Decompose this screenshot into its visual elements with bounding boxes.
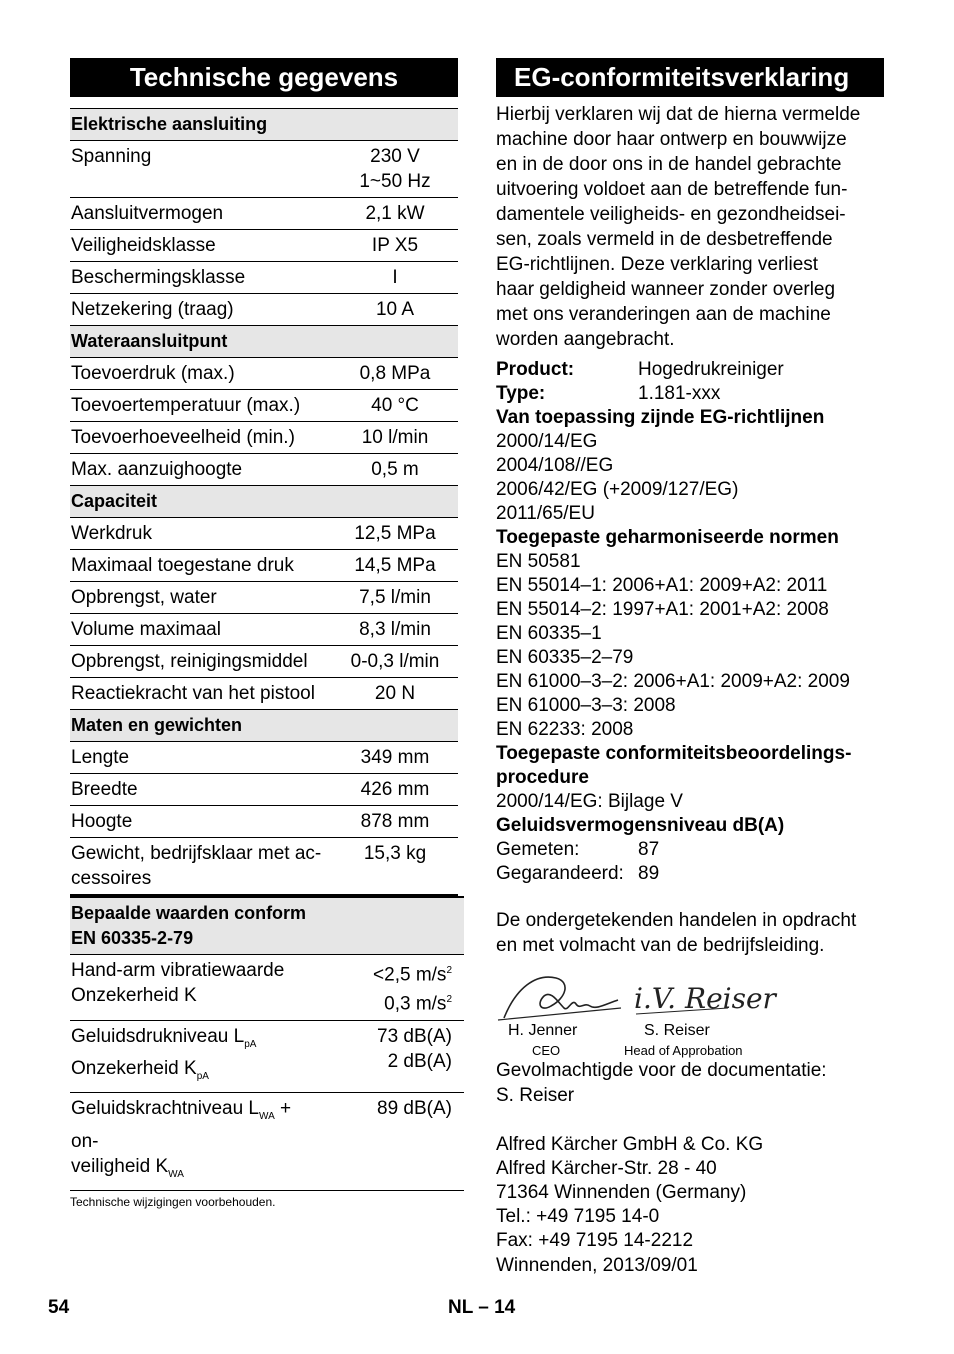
sound-pressure-label: Geluidsdrukniveau $L_{pA}$ [71, 1025, 257, 1050]
sound-pressure-uncertainty-value: 2 dB(A) [387, 1050, 452, 1072]
spec-label: Breedte [70, 774, 332, 806]
measured-label: Gemeten: [496, 839, 580, 860]
spec-label: Gewicht, bedrijfsklaar met ac- cessoires [70, 838, 332, 896]
measured-row [496, 838, 884, 862]
company-address [496, 1133, 884, 1253]
product-row [496, 358, 884, 382]
spec-row [70, 141, 458, 198]
spec-label: Spanning [70, 141, 332, 198]
footnote: Technische wijzigingen voorbehouden. [70, 1194, 276, 1209]
spec-label: Hoogte [70, 806, 332, 838]
spec-row [70, 454, 458, 486]
documentation-text: Gevolmachtigde voor de documentatie: S. Reiser [496, 1060, 827, 1106]
norms-list [496, 550, 884, 742]
spec-label: Opbrengst, reinigingsmiddel [70, 646, 332, 678]
intro-line: worden aangebracht. [496, 329, 675, 350]
uncertainty-k-value: 0,3 $m/s^2$ [384, 993, 452, 1015]
spec-label: Beschermingsklasse [70, 262, 332, 294]
directives-list [496, 430, 884, 526]
intro-line: machine door haar ontwerp en bouwwijze [496, 129, 847, 150]
spec-row [70, 646, 458, 678]
section-header-row [70, 326, 458, 358]
section-page-number: NL – 14 [448, 1297, 516, 1318]
guaranteed-row [496, 862, 884, 886]
vibration-value: <2,5 $m/s^2$ [373, 964, 452, 986]
spec-value: 12,5 MPa [332, 518, 458, 550]
directive-item: 2006/42/EG (+2009/127/EG) [496, 479, 739, 500]
type-row [496, 382, 884, 406]
spec-label: Volume maximaal [70, 614, 332, 646]
spec-value: 8,3 l/min [332, 614, 458, 646]
spec-value: 0,8 MPa [332, 358, 458, 390]
directive-item: 2000/14/EG [496, 431, 598, 452]
norm-item: EN 60335–1 [496, 623, 602, 644]
address-line: Tel.: +49 7195 14-0 [496, 1206, 660, 1227]
spec-row [70, 422, 458, 454]
spec-value: 10 l/min [332, 422, 458, 454]
spec-row [70, 230, 458, 262]
spec-label: Toevoertemperatuur (max.) [70, 390, 332, 422]
intro-line: EG-richtlijnen. Deze verklaring verliest [496, 254, 819, 275]
section-header-row [70, 109, 458, 141]
spec-label: Opbrengst, water [70, 582, 332, 614]
spec-label: Maximaal toegestane druk [70, 550, 332, 582]
spec-table [70, 108, 458, 896]
measured-values-table [70, 896, 464, 1191]
spec-row [70, 262, 458, 294]
sound-power-label: Geluidskrachtniveau $L_{WA} + on-$ [71, 1098, 292, 1153]
sound-pressure-row [70, 1020, 464, 1093]
spec-row [70, 198, 458, 230]
spec-row [70, 742, 458, 774]
spec-row [70, 678, 458, 710]
spec-value: 10 A [332, 294, 458, 326]
spec-row [70, 358, 458, 390]
sound-power-uncertainty-label: veiligheid $K_{WA}$ [71, 1156, 184, 1180]
spec-row [70, 550, 458, 582]
section-header: Elektrische aansluiting [70, 109, 458, 141]
spec-value: 7,5 l/min [332, 582, 458, 614]
technical-data-column [70, 58, 464, 1209]
address-line: Alfred Kärcher GmbH & Co. KG [496, 1134, 764, 1155]
norm-item: EN 60335–2–79 [496, 647, 634, 668]
norms-header: Toegepaste geharmoniseerde normen [496, 527, 839, 548]
address-line: 71364 Winnenden (Germany) [496, 1182, 747, 1203]
norm-item: EN 62233: 2008 [496, 719, 634, 740]
spec-row [70, 294, 458, 326]
spec-value: 0-0,3 l/min [332, 646, 458, 678]
sound-pressure-uncertainty-label: Onzekerheid $K_{pA}$ [71, 1058, 209, 1083]
signatory2-name: S. Reiser [644, 1022, 710, 1039]
directive-item: 2011/65/EU [496, 503, 595, 524]
spec-value: 2,1 kW [332, 198, 458, 230]
signatory1-name: H. Jenner [508, 1022, 578, 1039]
spec-label: Netzekering (traag) [70, 294, 332, 326]
spec-value: 15,3 kg [332, 838, 458, 896]
date-line: Winnenden, 2013/09/01 [496, 1255, 698, 1276]
spec-row [70, 390, 458, 422]
norm-item: EN 50581 [496, 551, 581, 572]
spec-value: IP X5 [332, 230, 458, 262]
sound-pressure-value: 73 dB(A) [377, 1025, 452, 1047]
directive-item: 2004/108//EG [496, 455, 614, 476]
intro-line: sen, zoals vermeld in de desbetreffende [496, 229, 833, 250]
spec-row [70, 582, 458, 614]
address-line: Alfred Kärcher-Str. 28 - 40 [496, 1158, 717, 1179]
spec-row [70, 806, 458, 838]
signatures-image [496, 968, 776, 1028]
measured-value: 87 [638, 839, 660, 860]
measured-header-line1: Bepaalde waarden conform [71, 903, 307, 923]
spec-value: 40 °C [332, 390, 458, 422]
intro-line: Hierbij verklaren wij dat de hierna vermelde [496, 104, 861, 125]
directives-header: Van toepassing zijnde EG-richtlijnen [496, 407, 825, 428]
procedure-value: 2000/14/EG: Bijlage V [496, 791, 683, 812]
spec-value: 0,5 m [332, 454, 458, 486]
sound-level-header: Geluidsvermogensniveau dB(A) [496, 815, 785, 836]
section-header-row [70, 486, 458, 518]
spec-value: 14,5 MPa [332, 550, 458, 582]
spec-label: Max. aanzuighoogte [70, 454, 332, 486]
spec-label: Werkdruk [70, 518, 332, 550]
signature-block [496, 968, 884, 1058]
measured-header-line2: EN 60335-2-79 [71, 928, 194, 948]
intro-line: en in de door ons in de handel gebrachte [496, 154, 842, 175]
spec-label: Toevoerhoeveelheid (min.) [70, 422, 332, 454]
product-value: Hogedrukreiniger [638, 359, 784, 380]
conformity-title: EG-conformiteitsverklaring [496, 58, 884, 97]
spec-label: Lengte [70, 742, 332, 774]
norm-item: EN 55014–1: 2006+A1: 2009+A2: 2011 [496, 575, 828, 596]
spec-value: 878 mm [332, 806, 458, 838]
section-header: Wateraansluitpunt [70, 326, 458, 358]
intro-line: met ons veranderingen aan de machine [496, 304, 831, 325]
page-number: 54 [48, 1297, 70, 1318]
reiser-signature: i.V. Reiser [634, 982, 776, 1015]
signatory1-title: CEO [532, 1043, 561, 1058]
sound-power-row [70, 1093, 464, 1191]
spec-row [70, 774, 458, 806]
jenner-signature [504, 977, 618, 1018]
intro-line: uitvoering voldoet aan de betreffende fun- [496, 179, 848, 200]
vibration-label: Hand-arm vibratiewaarde [71, 960, 285, 981]
type-value: 1.181-xxx [638, 383, 721, 404]
procedure-header: Toegepaste conformiteitsbeoordelings- procedure [496, 743, 852, 788]
section-header-row [70, 710, 458, 742]
address-line: Fax: +49 7195 14-2212 [496, 1230, 694, 1251]
signatory2-title: Head of Approbation [624, 1043, 743, 1058]
measured-header-row [70, 897, 464, 955]
intro-line: damentele veiligheids- en gezondheidsei- [496, 204, 846, 225]
guaranteed-value: 89 [638, 863, 660, 884]
conformity-column [496, 58, 884, 1278]
spec-row [70, 614, 458, 646]
intro-line: haar geldigheid wanneer zonder overleg [496, 279, 836, 300]
section-header: Maten en gewichten [70, 710, 458, 742]
norm-item: EN 61000–3–3: 2008 [496, 695, 676, 716]
sound-power-value: 89 dB(A) [321, 1093, 464, 1191]
section-header: Capaciteit [70, 486, 458, 518]
vibration-row [70, 955, 464, 1021]
spec-row [70, 518, 458, 550]
spec-label: Veiligheidsklasse [70, 230, 332, 262]
spec-label: Aansluitvermogen [70, 198, 332, 230]
guaranteed-label: Gegarandeerd: [496, 863, 624, 884]
spec-row [70, 838, 458, 896]
product-label: Product: [496, 359, 575, 380]
spec-value: 426 mm [332, 774, 458, 806]
spec-value: 349 mm [332, 742, 458, 774]
spec-value: 20 N [332, 678, 458, 710]
intro-text [496, 102, 884, 352]
spec-label: Reactiekracht van het pistool [70, 678, 332, 710]
norm-item: EN 55014–2: 1997+A1: 2001+A2: 2008 [496, 599, 829, 620]
type-label: Type: [496, 383, 546, 404]
spec-label: Toevoerdruk (max.) [70, 358, 332, 390]
spec-value: 230 V 1~50 Hz [332, 141, 458, 198]
norm-item: EN 61000–3–2: 2006+A1: 2009+A2: 2009 [496, 671, 850, 692]
uncertainty-k-label: Onzekerheid K [71, 985, 197, 1006]
spec-value: I [332, 262, 458, 294]
signatories-text: De ondergetekenden handelen in opdracht en met volmacht van de bedrijfsleiding. [496, 910, 857, 956]
technical-data-title: Technische gegevens [70, 58, 458, 97]
